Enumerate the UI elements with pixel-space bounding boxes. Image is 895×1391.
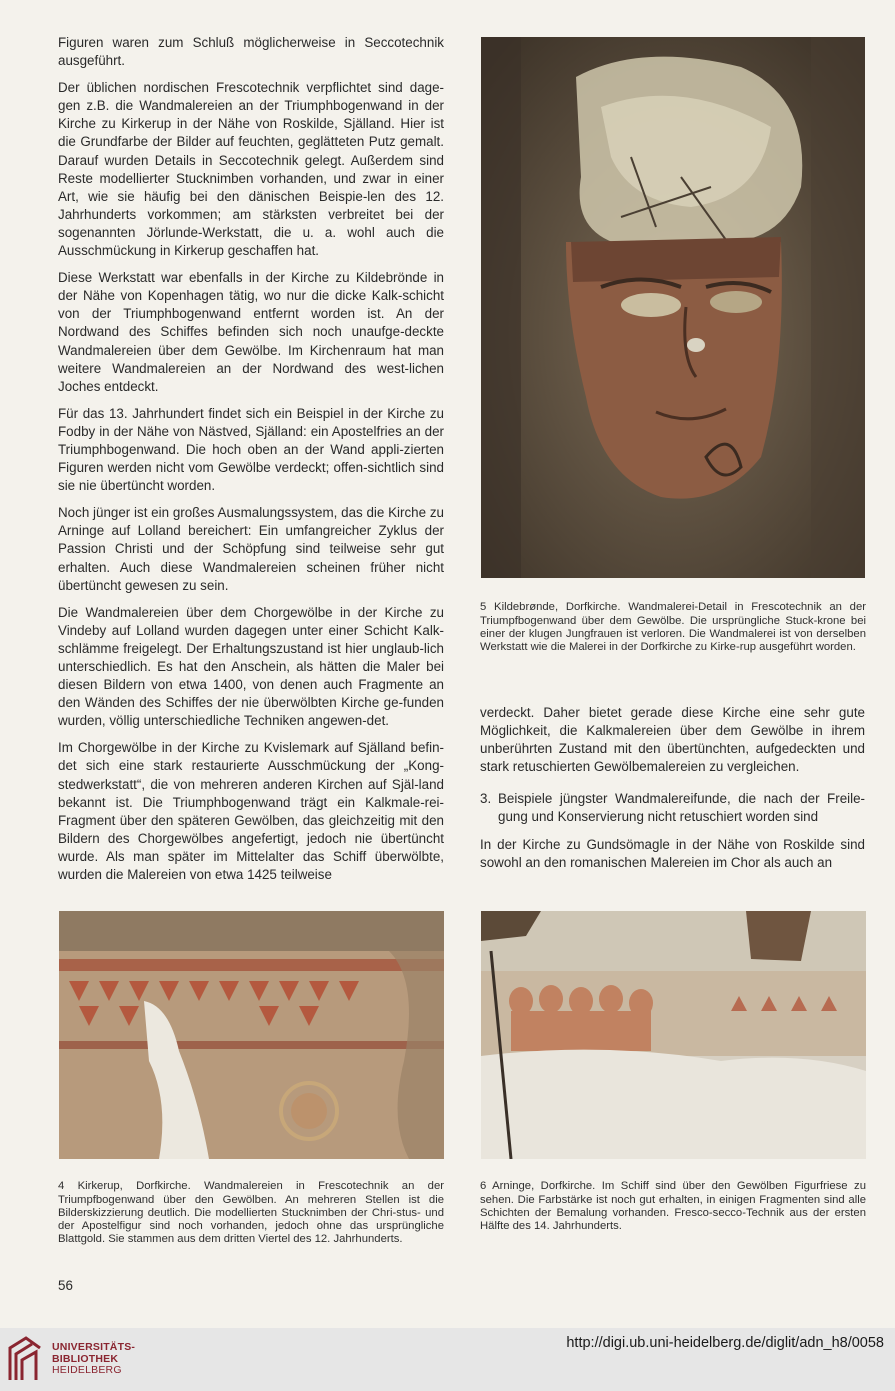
section-title: Beispiele jüngster Wandmalereifunde, die nach der Freile-gung und Konservierung nicht retuschiert worden sind	[498, 791, 865, 825]
right-text-column	[480, 704, 865, 886]
paragraph: verdeckt. Daher bietet gerade diese Kirche eine sehr gute Möglichkeit, die Kalkmalereien über dem Gewölbe in ihrem unberührten Zustand mit den übertünchten, aufgedeckten und stark retuschierten Gewölbemalereien zu vergleichen.	[480, 705, 865, 775]
library-name-line: HEIDELBERG	[52, 1364, 122, 1376]
vault-frieze-photo	[481, 911, 866, 1159]
paragraph: In der Kirche zu Gundsömagle in der Nähe von Roskilde sind sowohl an den romanischen Malereien im Chor als auch an	[480, 836, 865, 870]
paragraph: Noch jünger ist ein großes Ausmalungssystem, das die Kirche zu Arninge auf Lolland bereichert: Ein umfangreicher Zyklus der Passion Christi und der Schöpfung sind teilweise sehr gut erhalten. Auch diese Wandmalereien scheinen früher nicht übertüncht gewesen zu sein.	[58, 505, 444, 593]
library-name-line: UNIVERSITÄTS-	[52, 1341, 136, 1353]
section-number: 3.	[480, 791, 492, 807]
figure-6-photo	[481, 911, 866, 1159]
paragraph: Für das 13. Jahrhundert findet sich ein Beispiel in der Kirche zu Fodby in der Nähe von Nästved, Själland: ein Apostelfries an der Triumphbogenwand. Die hoch oben an der Wand appli-zierten Figuren werden nicht vom Gewölbe verdeckt; offen-sichtlich sind sie nie übertüncht worden.	[58, 405, 444, 494]
figure-4-caption: 4 Kirkerup, Dorfkirche. Wandmalereien in Frescotechnik an der Triumpfbogenwand über den Gewölben. An mehreren Stellen ist die Bilderskizzierung deutlich. Die modellierten Stucknimben der Chri-stus- und der Apostelfigur sind noch vorhanden, jedoch ohne das ursprüngliche Blattgold. Sie stammen aus dem dritten Viertel des 12. Jahrhunderts.	[58, 1180, 444, 1246]
fresco-pattern-photo	[59, 911, 444, 1159]
paragraph: Diese Werkstatt war ebenfalls in der Kirche zu Kildebrönde in der Nähe von Kopenhagen tätig, wo nur die dicke Kalk-schicht von der Triumphbogenwand entfernt worden ist. An der Nordwand des Schiffes befinden sich noch unaufge-deckte Wandmalereien über dem Gewölbe. Im Kirchenraum hat man weitere Wandmalereien an der Nordwand des west-lichen Joches entdeckt.	[58, 270, 444, 394]
section-heading	[480, 790, 865, 826]
library-name-line: BIBLIOTHEK	[52, 1352, 119, 1365]
paragraph: Figuren waren zum Schluß möglicherweise in Seccotechnik ausgeführt.	[58, 35, 444, 69]
figure-4-photo	[59, 911, 444, 1159]
left-text-column	[58, 34, 444, 884]
figure-5-photo	[481, 37, 865, 578]
permalink-url[interactable]: http://digi.ub.uni-heidelberg.de/diglit/adn_h8/0058	[566, 1335, 884, 1351]
paragraph: Der üblichen nordischen Frescotechnik verpflichtet sind dage-gen z.B. die Wandmalereien an der Triumphbogenwand in der Kirche zu Kirkerup in der Nähe von Roskilde, Själland. Hier ist die Grundfarbe der Bilder auf feuchten, geglätteten Putz gemalt. Darauf wurden Details in Seccotechnik gelegt. Außerdem sind Reste modellierter Stucknimben vorhanden, und zwar in einer Art, wie sie häufig bei den dänischen Beispie-len des 12. Jahrhunderts vorkommen; am stärksten verbreitet bei der sogenannten Jörlunde-Werkstatt, die u. a. wohl auch die Ausschmückung in Kirkerup geschaffen hat.	[58, 80, 444, 259]
paragraph: Die Wandmalereien über dem Chorgewölbe in der Kirche zu Vindeby auf Lolland wurden dagegen unter einer Schicht Kalk-schlämme freigelegt. Der Erhaltungszustand ist hier unglaub-lich unterschiedlich. Es hat den Anschein, als hätten die Maler bei diesen Bildern von etwa 1400, von denen auch Fragmente an den Wänden des Schiffes der nie überwölbten Kirche ge-funden wurden, völlig unterschiedliche Techniken angewen-det.	[58, 604, 444, 729]
figure-5-caption: 5 Kildebrønde, Dorfkirche. Wandmalerei-Detail in Frescotechnik an der Triumpfbogenwand über dem Gewölbe. Die ursprüngliche Stuck-krone bei einer der klugen Jungfrauen ist verloren. Die Wandmalerei ist von derselben Werkstatt wie die Malerei in der Dorfkirche zu Kirke-rup ausgeführt worden.	[480, 601, 866, 654]
university-library-logo-icon[interactable]	[6, 1336, 44, 1382]
paragraph: Im Chorgewölbe in der Kirche zu Kvislemark auf Själland befin-det sich eine stark restaurierte Ausschmückung der „Kong-stedwerkstatt“, die von mehreren anderen Kirchen auf Själ-land bekannt ist. Die Triumphbogenwand trägt ein Kalkmale-rei-Fragment über den späteren Gewölben, das gleichzeitig mit den Bildern des Chorgewölbes angefertigt, jedoch nie übertüncht wurde. Als man später im Mittelalter das Schiff überwölbte, wurden die Malereien von etwa 1425 teilweise	[58, 740, 444, 883]
page-number: 56	[58, 1278, 73, 1293]
library-name[interactable]	[52, 1342, 135, 1377]
fresco-face-photo	[481, 37, 865, 578]
figure-6-caption: 6 Arninge, Dorfkirche. Im Schiff sind über den Gewölben Figurfriese zu sehen. Die Farbstärke ist noch gut erhalten, in einigen Fragmenten sind alle Schichten der Bemalung vorhanden. Fresco-secco-Technik aus der ersten Hälfte des 14. Jahrhunderts.	[480, 1180, 866, 1233]
